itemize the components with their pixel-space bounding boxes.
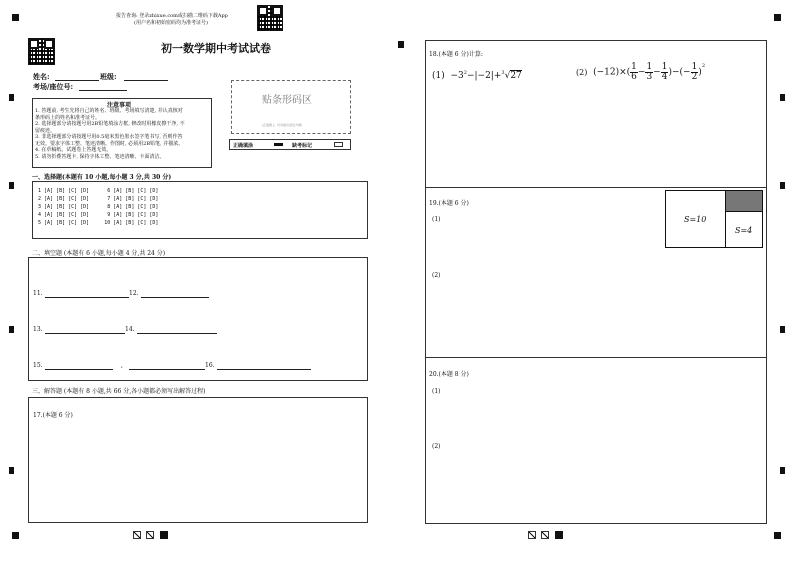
q18-part1 [432, 70, 522, 81]
notice-item: 无效。要求字体工整、笔迹清晰。作图时, 必须用2B铅笔, 并描浓。 [35, 140, 184, 147]
q13-answer-line[interactable] [45, 333, 125, 334]
corner-mark-tr [774, 14, 781, 21]
name-field[interactable] [55, 80, 99, 81]
barcode-hint: (正面朝上, 切勿贴出虚线方框) [262, 123, 303, 127]
root-icon: √ [504, 71, 511, 81]
qr-code-icon [257, 5, 283, 31]
q20-label: 20.(本题 8 分) [429, 371, 469, 378]
barcode-label: 贴条形码区 [262, 95, 312, 106]
q16-answer-line[interactable] [217, 369, 311, 370]
s10-label: S=10 [684, 215, 707, 224]
notice-item: 4. 在草稿纸、试题卷上答题无效。 [35, 147, 112, 153]
side-mark [780, 94, 785, 101]
q14-answer-line[interactable] [137, 333, 217, 334]
choice-row[interactable]: 4 [A] [B] [C] [D] 9 [A] [B] [C] [D] [38, 212, 159, 218]
q15-comma: , [121, 362, 123, 369]
fill-blank-box [28, 257, 368, 381]
q18-part2 [576, 63, 705, 82]
corner-mark-br [774, 532, 781, 539]
expr2-exp: 2 [701, 63, 705, 69]
minus-sign: − [653, 67, 661, 78]
square-s4 [725, 211, 763, 248]
q15-label: 15. [33, 362, 43, 369]
page-mark-hatched [133, 531, 141, 539]
q14-label: 14. [125, 326, 135, 333]
choice-box [32, 181, 368, 239]
square-shaded [725, 190, 763, 212]
section3-title: 三、解答题 (本题有 8 小题,共 66 分,各小题都必须写出解答过程) [32, 388, 206, 395]
q19-part2: (2) [432, 272, 441, 279]
side-mark [780, 326, 785, 333]
q11-answer-line[interactable] [45, 297, 129, 298]
q19-part1: (1) [432, 216, 441, 223]
class-field[interactable] [124, 80, 168, 81]
page-mark-hatched [541, 531, 549, 539]
qr-code-icon [28, 38, 55, 65]
q20-part1: (1) [432, 388, 441, 395]
s4-label: S=4 [735, 226, 753, 235]
q11-label: 11. [33, 290, 43, 297]
expr1-a: −3 [450, 71, 464, 81]
expr1-b: −|−2|+ [466, 71, 502, 81]
expr1-radicand: 27 [510, 71, 522, 81]
choice-rows [38, 187, 158, 227]
side-mark [9, 94, 14, 101]
q15-answer-line-b[interactable] [129, 369, 205, 370]
notice-item: 1. 答题前, 考生先将自己的姓名、班级、考场填写清楚, 并认真核对 [35, 108, 183, 114]
choice-row[interactable]: 5 [A] [B] [C] [D] 10 [A] [B] [C] [D] [38, 220, 159, 226]
q20-answer-box[interactable] [425, 357, 767, 524]
room-label: 考场/座位号: [33, 82, 74, 91]
notice-title: 注意事项 [107, 102, 132, 109]
q13-label: 13. [33, 326, 43, 333]
expr2-end: ) [698, 67, 702, 78]
legend-missing-checkbox[interactable] [334, 142, 343, 147]
report-note-line1: 报告查询: 登录zhixue.com或扫描二维码下载App [116, 13, 228, 19]
corner-mark-tl [12, 14, 19, 21]
notice-item: 留痕迹。 [35, 127, 56, 134]
fraction-1-6: $\frac{1}{6}$ [631, 62, 637, 82]
class-label: 班级: [100, 72, 117, 81]
expr1-exp: 2 [463, 70, 467, 76]
side-mark [9, 467, 14, 474]
page-mark-hatched [528, 531, 536, 539]
center-mark [398, 41, 404, 48]
notice-item: 2. 选择题部分请按题号用2B铅笔填涂方框, 修改时用橡皮擦干净, 不 [35, 121, 185, 127]
legend-correct-label: 正确填涂 [233, 143, 254, 149]
notice-item: 3. 非选择题部分请按题号用0.5毫米黑色墨水签字笔书写, 否则作答 [35, 134, 183, 140]
fraction-1-4: $\frac{1}{4}$ [661, 62, 668, 82]
name-label: 姓名: [33, 72, 50, 81]
fraction-1-3: $\frac{1}{3}$ [646, 62, 653, 82]
q18-part2-label: (2) [576, 68, 588, 77]
q19-answer-box[interactable] [425, 187, 767, 358]
report-note-line2: (用户名和初始密码均为准考证号) [134, 20, 208, 26]
notice-box [32, 98, 212, 168]
square-s10 [665, 190, 726, 248]
side-mark [780, 182, 785, 189]
q16-label: 16. [205, 362, 215, 369]
q12-label: 12. [129, 290, 139, 297]
q17-answer-box[interactable] [28, 397, 368, 523]
q18-label: 18.(本题 6 分)计算: [429, 51, 483, 58]
fraction-1-2: $\frac{1}{2}$ [691, 62, 698, 82]
notice-list [35, 108, 185, 160]
page-title: 初一数学期中考试试卷 [161, 42, 271, 55]
choice-row[interactable]: 2 [A] [B] [C] [D] 7 [A] [B] [C] [D] [38, 196, 159, 202]
legend-box [229, 139, 351, 150]
expr2-a: (−12)×( [593, 67, 631, 78]
legend-filled-swatch [274, 143, 283, 146]
page-mark-hatched [146, 531, 154, 539]
choice-row[interactable]: 3 [A] [B] [C] [D] 8 [A] [B] [C] [D] [38, 204, 159, 210]
legend-missing-label: 缺考标记 [292, 143, 313, 149]
q17-label: 17.(本题 6 分) [33, 412, 73, 419]
room-field[interactable] [79, 90, 127, 91]
expr1-root-index: 3 [501, 70, 505, 76]
side-mark [9, 326, 14, 333]
side-mark [780, 467, 785, 474]
q20-part2: (2) [432, 443, 441, 450]
choice-row[interactable]: 1 [A] [B] [C] [D] 6 [A] [B] [C] [D] [38, 188, 159, 194]
notice-item: 条形码上的姓名和准考证号。 [35, 114, 101, 121]
q19-label: 19.(本题 6 分) [429, 200, 469, 207]
q18-part1-label: (1) [432, 71, 445, 81]
minus-sign: − [637, 67, 646, 78]
section2-title: 二、填空题 (本题有 6 小题,每小题 4 分,共 24 分) [32, 250, 166, 257]
q12-answer-line[interactable] [141, 297, 209, 298]
section1-title: 一、选择题(本题有 10 小题,每小题 3 分,共 30 分) [32, 174, 172, 181]
corner-mark-bl [12, 532, 19, 539]
q18-answer-box[interactable] [425, 40, 767, 188]
q15-answer-line-a[interactable] [45, 369, 113, 370]
page-mark-solid [555, 531, 563, 539]
barcode-area [231, 80, 351, 134]
page-mark-solid [160, 531, 168, 539]
notice-item: 5. 请勿折叠答题卡, 保持字体工整、笔迹清晰、卡面清洁。 [35, 153, 165, 160]
expr2-mid: )−(− [668, 67, 691, 78]
side-mark [9, 182, 14, 189]
